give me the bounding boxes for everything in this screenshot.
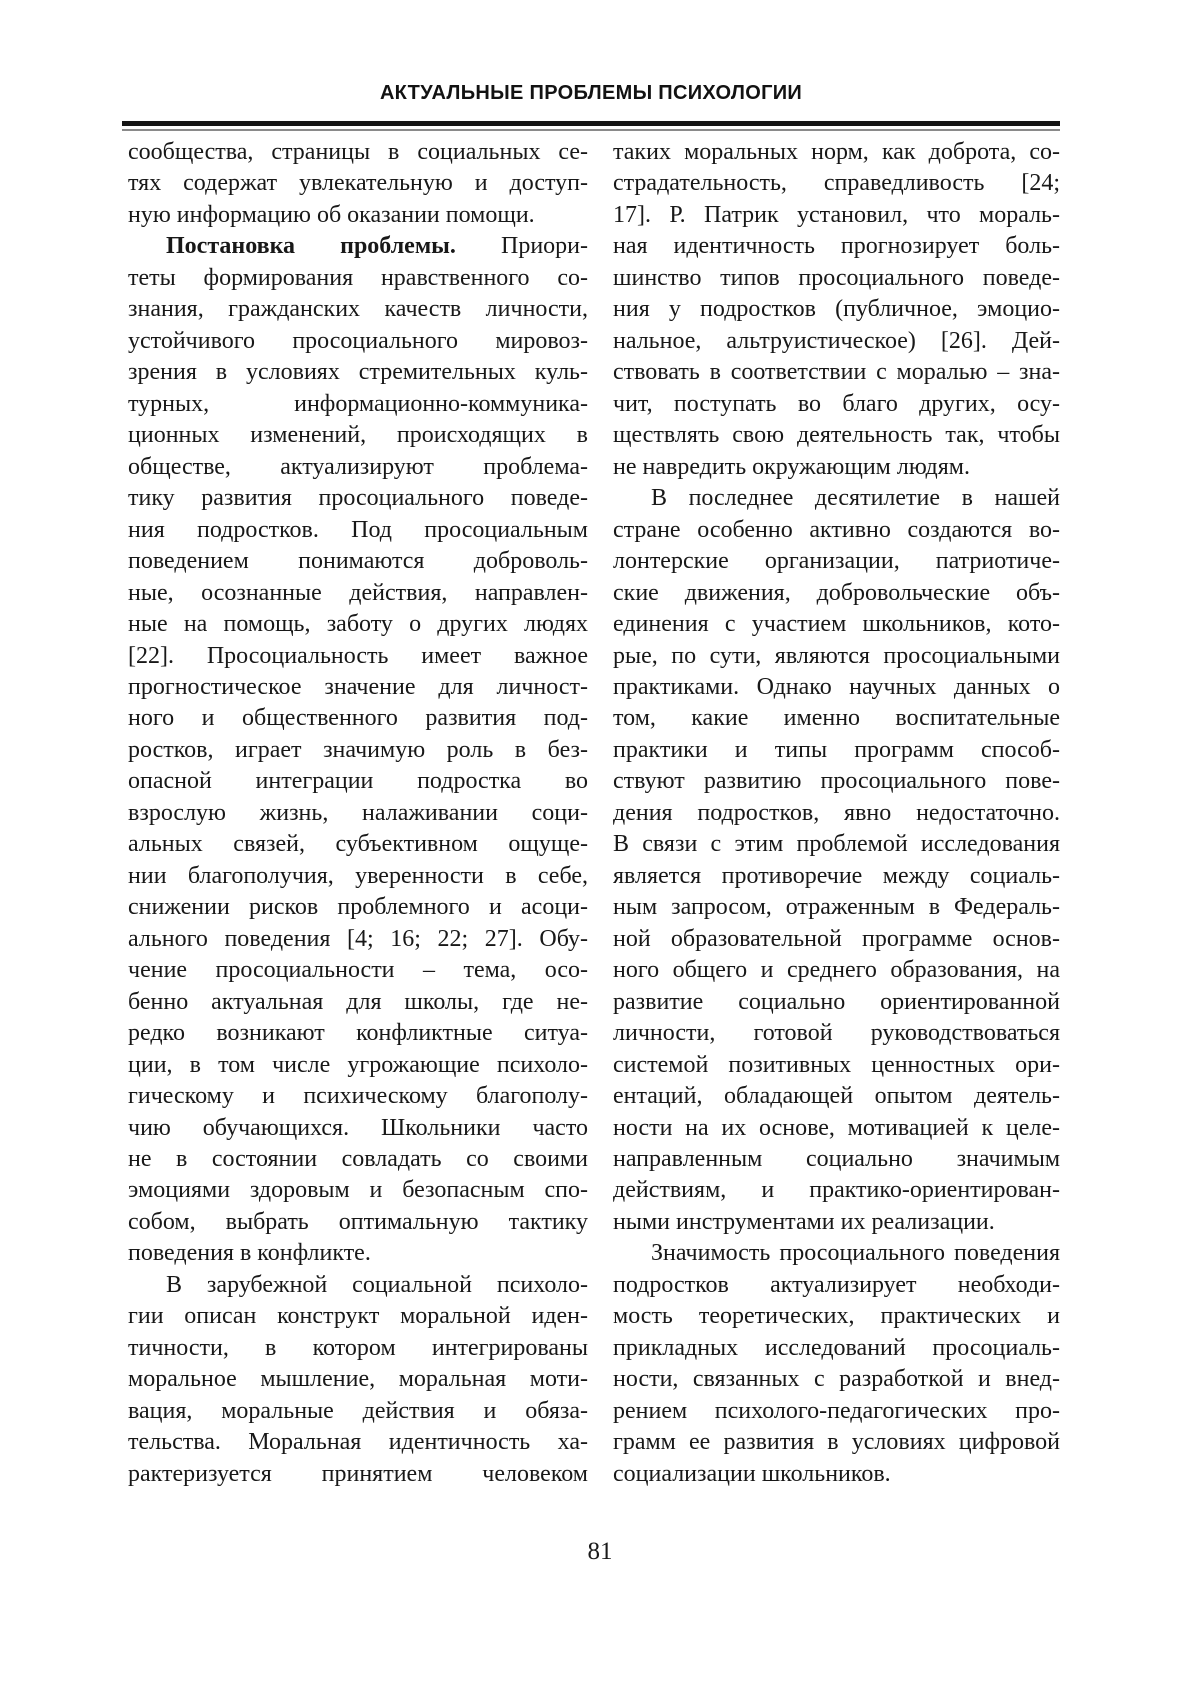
bold-run-in-heading: Постановка проблемы. [166, 233, 456, 260]
text-line: зрения в условиях стремительных куль- [128, 359, 588, 386]
text-line: бенно актуальная для школы, где не- [128, 988, 588, 1015]
text-line: стране особенно активно создаются во- [613, 516, 1060, 543]
text-line: сообщества, страницы в социальных се- [128, 139, 588, 165]
text-line: моральное мышление, моральная моти- [128, 1366, 588, 1393]
text-line: лонтерские организации, патриотиче- [613, 548, 1060, 575]
text-line: ную информацию об оказании помощи. [128, 201, 535, 228]
text-line: вация, моральные действия и обяза- [128, 1397, 588, 1424]
text-line: ные на помощь, заботу о других людях [128, 611, 588, 638]
text-line: Постановка проблемы. Приори- [166, 233, 589, 260]
text-line: ствуют развитию просоциального пове- [613, 768, 1060, 795]
text-line: ности на их основе, мотивацией к целе- [613, 1114, 1060, 1141]
text-line: ния подростков. Под просоциальным [128, 516, 588, 543]
text-line: тику развития просоциального поведе- [128, 485, 588, 512]
paragraph [613, 137, 1060, 483]
text-line: ские движения, добровольческие объ- [613, 579, 1060, 606]
text-line: ствовать в соответствии с моралью – зна- [613, 359, 1060, 386]
text-line: страдательность, справедливость [24; [613, 170, 1060, 197]
text-line: направленным социально значимым [613, 1146, 1060, 1172]
text-line: ные, осознанные действия, направлен- [128, 579, 588, 606]
text-line: ния у подростков (публичное, эмоцио- [613, 296, 1060, 323]
text-line: ной образовательной программе основ- [613, 925, 1060, 952]
text-line: не в состоянии совладать со своими [128, 1146, 588, 1172]
text-line: ционных изменений, происходящих в [128, 422, 588, 449]
text-line: практиками. Однако научных данных о [613, 673, 1060, 700]
text-line: ции, в том числе угрожающие психоло- [128, 1051, 588, 1078]
text-line: турных, информационно-коммуника- [128, 390, 588, 417]
paragraph [613, 483, 1060, 1238]
text-line: ности, связанных с разработкой и внед- [613, 1366, 1060, 1393]
text-line: теты формирования нравственного со- [128, 264, 588, 291]
text-line: нальное, альтруистическое) [26]. Дей- [613, 327, 1060, 354]
text-line: эмоциями здоровым и безопасным спо- [128, 1177, 588, 1204]
text-line: В зарубежной социальной психоло- [166, 1271, 588, 1298]
text-line: В последнее десятилетие в нашей [651, 485, 1060, 512]
text-line: не навредить окружающим людям. [613, 453, 970, 480]
text-line: поведением понимаются доброволь- [128, 548, 588, 575]
text-line: таких моральных норм, как доброта, со- [613, 139, 1060, 165]
text-line: взрослую жизнь, налаживании соци- [128, 799, 588, 826]
text-line: ентаций, обладающей опытом деятель- [613, 1083, 1060, 1110]
text-line: нии благополучия, уверенности в себе, [128, 862, 588, 889]
text-line: личности, готовой руководствоваться [613, 1020, 1060, 1047]
text-line: ными инструментами их реализации. [613, 1208, 995, 1235]
text-line: обществе, актуализируют проблема- [128, 453, 588, 480]
text-line: тях содержат увлекательную и доступ- [128, 170, 588, 197]
text-line: том, какие именно воспитательные [613, 705, 1060, 732]
text-line: ществлять свою деятельность так, чтобы [613, 422, 1060, 449]
text-line: чию обучающихся. Школьники часто [128, 1114, 588, 1141]
text-line: развитие социально ориентированной [613, 988, 1060, 1015]
text-line: ростков, играет значимую роль в без- [128, 736, 588, 763]
page-number: 81 [587, 1538, 613, 1565]
text-line: [22]. Просоциальность имеет важное [128, 642, 588, 669]
text-line: альных связей, субъективном ощуще- [128, 831, 588, 858]
text-line: Значимость просоциального поведения [651, 1240, 1060, 1267]
text-line: тельства. Моральная идентичность ха- [128, 1429, 588, 1456]
text-line: прогностическое значение для личност- [128, 673, 588, 700]
text-line: практики и типы программ способ- [613, 736, 1060, 763]
running-header [122, 80, 1060, 106]
text-columns [128, 137, 1060, 1490]
header-rule-thick [122, 121, 1060, 126]
text-line: рые, по сути, являются просоциальными [613, 642, 1060, 669]
text-line: гии описан конструкт моральной иден- [128, 1303, 588, 1330]
text-line: прикладных исследований просоциаль- [613, 1334, 1060, 1361]
text-line: социализации школьников. [613, 1460, 891, 1487]
text-line: шинство типов просоциального поведе- [613, 264, 1060, 291]
text-line: грамм ее развития в условиях цифровой [613, 1429, 1060, 1456]
text-line: подростков актуализирует необходи- [613, 1271, 1060, 1298]
text-line: ального поведения [4; 16; 22; 27]. Обу- [128, 925, 588, 952]
text-line: является противоречие между социаль- [613, 862, 1060, 889]
paragraph [128, 231, 588, 1269]
text-line: чит, поступать во благо других, осу- [613, 390, 1060, 417]
text-line: действиям, и практико-ориентирован- [613, 1177, 1060, 1204]
text-line: гическому и психическому благополу- [128, 1083, 588, 1110]
text-line: редко возникают конфликтные ситуа- [128, 1020, 588, 1047]
text-line: мость теоретических, практических и [613, 1303, 1060, 1330]
paragraph [128, 1270, 588, 1490]
column-right [613, 137, 1060, 1490]
text-line: знания, гражданских качеств личности, [128, 296, 588, 323]
paragraph [613, 1238, 1060, 1490]
paragraph [128, 137, 588, 231]
text-line: 17]. Р. Патрик установил, что мораль- [613, 201, 1060, 228]
text-line: устойчивого просоциального мировоз- [128, 327, 588, 354]
text-line: системой позитивных ценностных ори- [613, 1051, 1060, 1078]
text-line: снижении рисков проблемного и асоци- [128, 894, 588, 921]
text-line: собом, выбрать оптимальную тактику [128, 1208, 588, 1235]
text-line: чение просоциальности – тема, осо- [128, 957, 588, 984]
header-rule-thin [122, 129, 1060, 131]
text-line: единения с участием школьников, кото- [613, 611, 1060, 638]
text-line: рактеризуется принятием человеком [128, 1460, 588, 1487]
text-line: опасной интеграции подростка во [128, 768, 588, 795]
column-left [128, 137, 588, 1490]
text-line: ного общего и среднего образования, на [613, 957, 1060, 984]
text-line: рением психолого-педагогических про- [613, 1397, 1060, 1424]
text-line: дения подростков, явно недостаточно. [613, 799, 1060, 826]
text-line: ная идентичность прогнозирует боль- [613, 233, 1060, 260]
text-line: ного и общественного развития под- [128, 705, 588, 732]
text-line: В связи с этим проблемой исследования [613, 831, 1060, 858]
text-line: тичности, в котором интегрированы [128, 1334, 588, 1361]
running-header-title: АКТУАЛЬНЫЕ ПРОБЛЕМЫ ПСИХОЛОГИИ [379, 82, 803, 104]
text-line: поведения в конфликте. [128, 1240, 371, 1267]
text-line: ным запросом, отраженным в Федераль- [613, 894, 1060, 921]
